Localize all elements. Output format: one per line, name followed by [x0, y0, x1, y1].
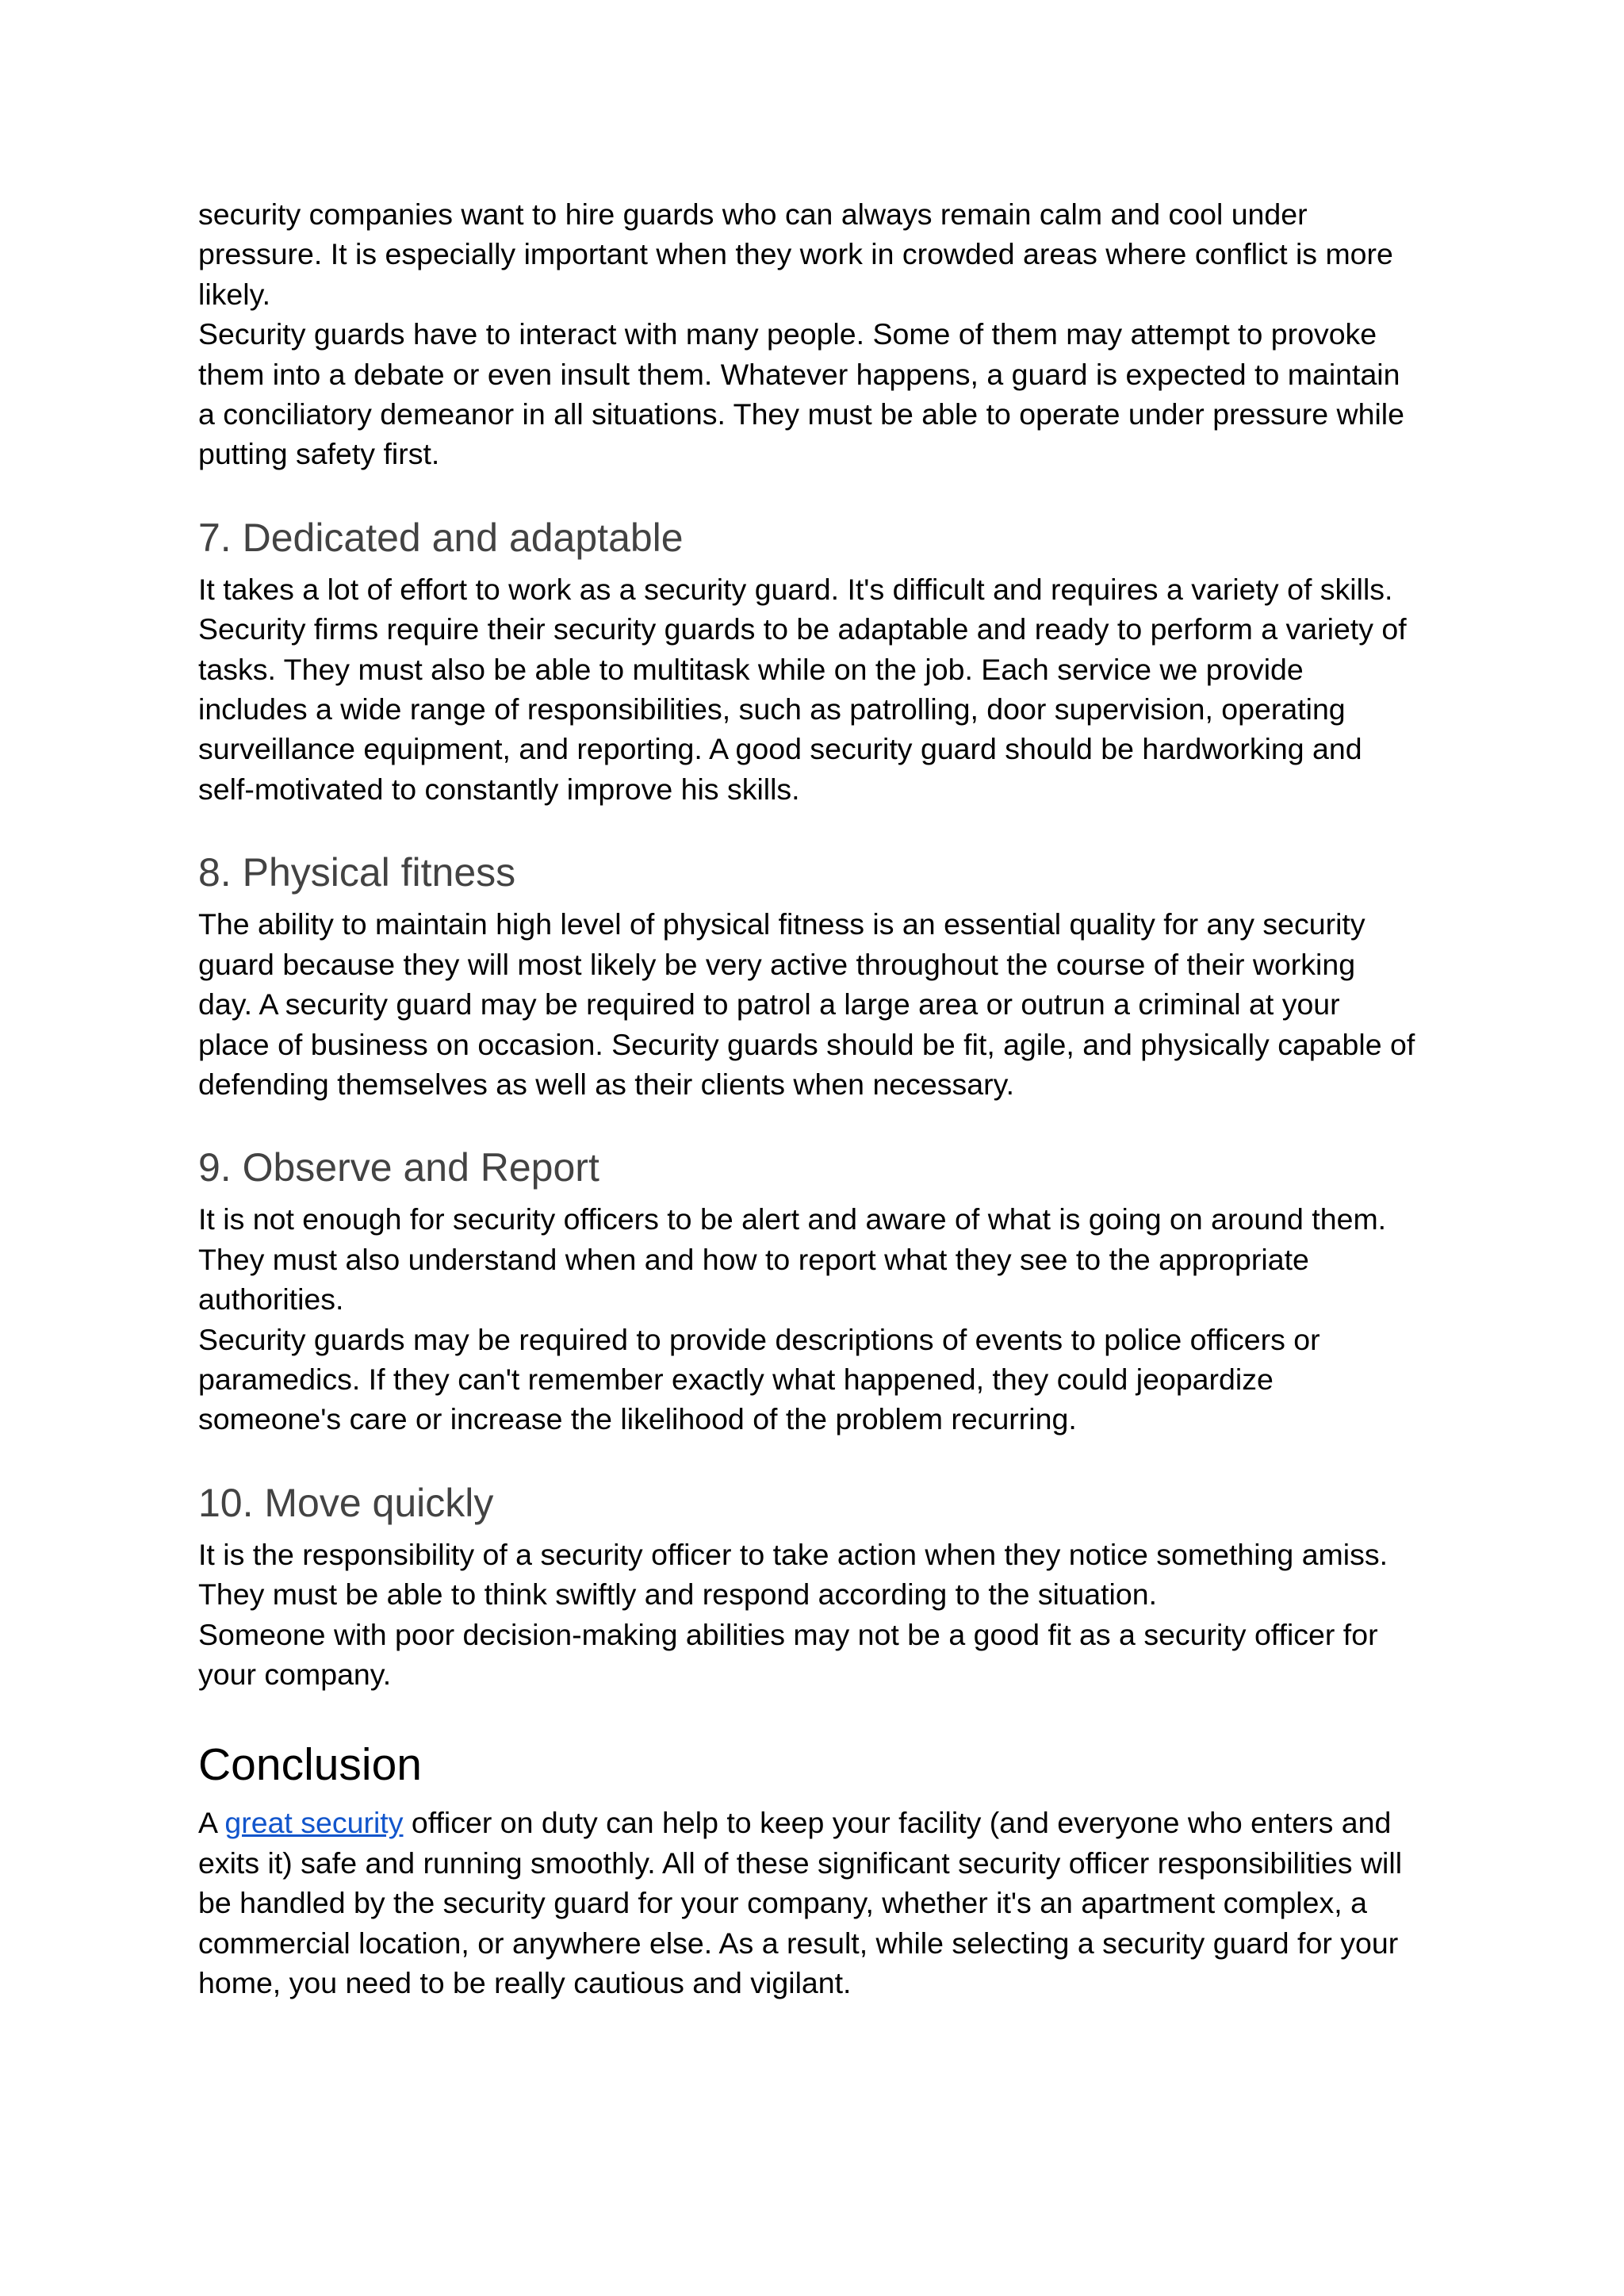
text-line: includes a wide range of responsibilities, such as patrolling, door supervision, operating	[198, 692, 1346, 726]
conclusion-heading: Conclusion	[198, 1739, 422, 1791]
section-heading-physical-fitness: 8. Physical fitness	[198, 850, 516, 895]
text-line: tasks. They must also be able to multitask while on the job. Each service we provide	[198, 652, 1304, 686]
text-line: pressure. It is especially important when they work in crowded areas where conflict is more	[198, 237, 1393, 271]
text-line: be handled by the security guard for your company, whether it's an apartment complex, a	[198, 1886, 1367, 1920]
text-line: Someone with poor decision-making abilities may not be a good fit as a security officer for	[198, 1617, 1378, 1651]
text-line: authorities.	[198, 1282, 344, 1317]
section-paragraph-physical-fitness	[198, 904, 1451, 1104]
text-line: security companies want to hire guards who can always remain calm and cool under	[198, 197, 1308, 231]
section-paragraph-move-quickly	[198, 1535, 1451, 1695]
text-line: home, you need to be really cautious and vigilant.	[198, 1966, 852, 1999]
text-line: paramedics. If they can't remember exactly what happened, they could jeopardize	[198, 1362, 1274, 1396]
text-line: It is not enough for security officers to be alert and aware of what is going on around them.	[198, 1202, 1387, 1236]
text-line: your company.	[198, 1657, 392, 1691]
text-line: Security guards may be required to provide descriptions of events to police officers or	[198, 1322, 1320, 1356]
text-line: them into a debate or even insult them. Whatever happens, a guard is expected to maintain	[198, 357, 1400, 391]
text-line	[198, 1803, 1451, 1842]
text-line: They must also understand when and how to report what they see to the appropriate	[198, 1242, 1309, 1276]
text-fragment: officer on duty can help to keep your facility (and everyone who enters and	[403, 1806, 1392, 1840]
text-line: guard because they will most likely be very active throughout the course of their working	[198, 947, 1356, 981]
text-line: commercial location, or anywhere else. As a result, while selecting a security guard for your	[198, 1926, 1399, 1960]
text-line: likely.	[198, 277, 270, 311]
document-page	[198, 194, 1451, 2003]
text-line: It is the responsibility of a security officer to take action when they notice something amiss.	[198, 1537, 1388, 1571]
text-line: Security guards have to interact with many people. Some of them may attempt to provoke	[198, 317, 1377, 351]
text-line: surveillance equipment, and reporting. A good security guard should be hardworking and	[198, 732, 1362, 766]
great-security-link[interactable]: great security	[224, 1806, 404, 1840]
section-paragraph-observe-report	[198, 1199, 1451, 1439]
text-line: exits it) safe and running smoothly. All of these significant security officer responsibilities will	[198, 1846, 1403, 1880]
text-fragment: A	[198, 1806, 225, 1840]
text-line: a conciliatory demeanor in all situations. They must be able to operate under pressure while	[198, 397, 1404, 431]
text-line: someone's care or increase the likelihood of the problem recurring.	[198, 1402, 1077, 1436]
text-line: putting safety first.	[198, 437, 440, 471]
section-heading-move-quickly: 10. Move quickly	[198, 1480, 494, 1525]
section-heading-dedicated-adaptable: 7. Dedicated and adaptable	[198, 515, 684, 560]
text-line: Security firms require their security guards to be adaptable and ready to perform a variety of	[198, 612, 1407, 646]
text-line: day. A security guard may be required to patrol a large area or outrun a criminal at your	[198, 987, 1340, 1022]
section-paragraph-dedicated-adaptable	[198, 569, 1451, 809]
text-line: The ability to maintain high level of physical fitness is an essential quality for any security	[198, 907, 1365, 941]
text-line: defending themselves as well as their clients when necessary.	[198, 1067, 1014, 1101]
section-heading-observe-report: 9. Observe and Report	[198, 1145, 599, 1190]
text-line: self-motivated to constantly improve his skills.	[198, 772, 800, 806]
text-line: It takes a lot of effort to work as a security guard. It's difficult and requires a variety of skills.	[198, 572, 1393, 606]
text-line: place of business on occasion. Security guards should be fit, agile, and physically capable of	[198, 1027, 1415, 1061]
text-line: They must be able to think swiftly and respond according to the situation.	[198, 1577, 1158, 1612]
conclusion-paragraph	[198, 1803, 1451, 2003]
intro-paragraph	[198, 194, 1451, 474]
